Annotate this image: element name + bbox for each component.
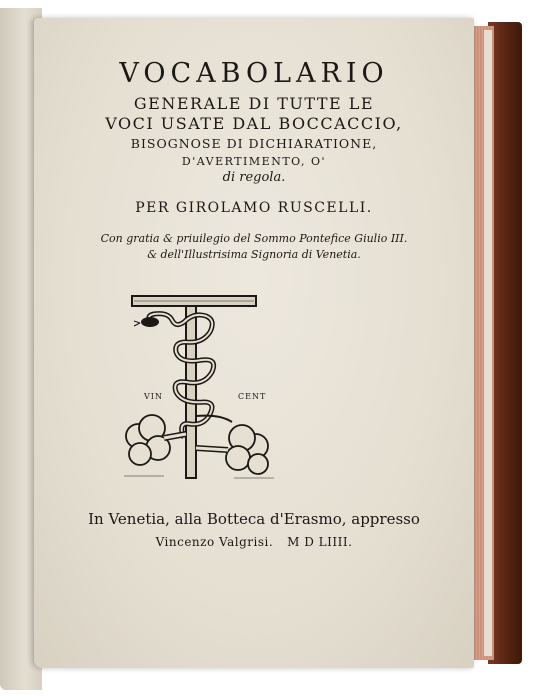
title-line-6: di regola. [222, 170, 286, 185]
imprint-line-1: In Venetia, alla Botteca d'Erasmo, appresso [88, 510, 420, 528]
title-line-4: BISOGNOSE DI DICHIARATIONE, [130, 136, 378, 151]
motto-left: VIN [144, 392, 163, 401]
imprint-year: M D LIIII. [287, 535, 353, 549]
author-line: PER GIROLAMO RUSCELLI. [135, 200, 373, 216]
imprint-line-2 [34, 535, 474, 549]
title-line-2: GENERALE DI TUTTE LE [133, 94, 375, 113]
title-line-3: VOCI USATE DAL BOCCACCIO, [105, 114, 403, 133]
privilege-line-1: Con gratia & priuilegio del Sommo Pontefice Giulio III. [100, 232, 408, 245]
imprint-printer: Vincenzo Valgrisi. [155, 535, 274, 549]
title-page [34, 18, 474, 668]
motto-right: CENT [238, 392, 267, 401]
title-line-5: D'AVERTIMENTO, O' [181, 155, 327, 168]
printers-device-emblem-icon [124, 286, 284, 486]
title-line-1: VOCABOLARIO [119, 58, 389, 89]
page-block-edge-inner [484, 30, 492, 656]
privilege-line-2: & dell'Illustrisima Signoria di Venetia. [147, 248, 361, 261]
